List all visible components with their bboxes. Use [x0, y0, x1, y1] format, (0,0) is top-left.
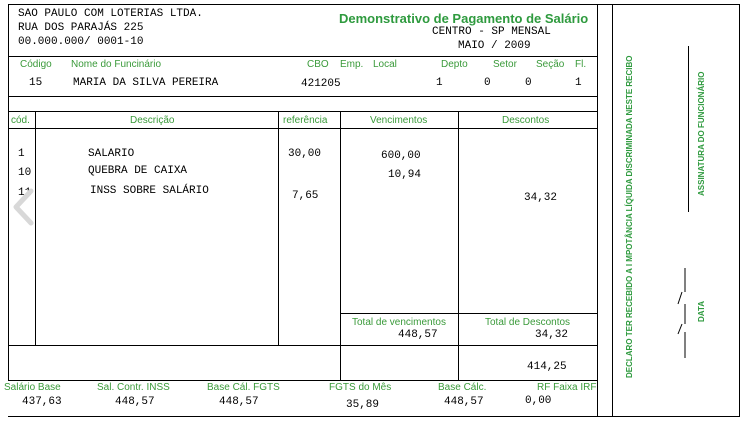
- label-fl: Fl.: [575, 59, 587, 70]
- employee-secao: 0: [525, 77, 532, 89]
- label-base-calc: Base Cálc.: [438, 382, 487, 393]
- signature-line: [688, 46, 689, 212]
- company-address: RUA DOS PARAJÁS 225: [18, 22, 144, 34]
- employee-codigo: 15: [29, 77, 43, 89]
- label-secao: Seção: [536, 59, 565, 70]
- divider-side: [612, 4, 613, 416]
- item-descricao: QUEBRA DE CAIXA: [88, 165, 188, 177]
- valor-liquido: 414,25: [527, 361, 567, 373]
- item-cod: 1: [18, 148, 25, 160]
- label-codigo: Código: [20, 59, 52, 70]
- header-referencia: referência: [283, 115, 328, 126]
- item-referencia: 7,65: [292, 190, 319, 202]
- label-base-calc-fgts: Base Cál. FGTS: [207, 382, 280, 393]
- header-cod: cód.: [11, 115, 30, 126]
- value-sal-contr-inss: 448,57: [115, 396, 155, 408]
- header-descontos: Descontos: [502, 115, 550, 126]
- signature-label: ASSINATURA DO FUNCIONÁRIO: [697, 71, 706, 196]
- col-line-venc: [458, 111, 459, 380]
- totals-top-line: [340, 313, 597, 314]
- label-fgts-mes: FGTS do Mês: [329, 382, 392, 393]
- footer-top-line: [8, 380, 597, 381]
- employee-setor: 0: [484, 77, 491, 89]
- date-field: [668, 262, 692, 362]
- value-base-calc: 448,57: [444, 396, 484, 408]
- label-local: Local: [373, 59, 397, 70]
- totals-bottom-line: [8, 345, 597, 346]
- employee-fl: 1: [575, 77, 582, 89]
- document-title: Demonstrativo de Pagamento de Salário: [339, 11, 589, 26]
- value-salario-base: 437,63: [22, 396, 62, 408]
- item-descricao: INSS SOBRE SALÁRIO: [90, 185, 209, 197]
- item-cod: 10: [18, 167, 32, 179]
- item-vencimento: 600,00: [381, 150, 421, 162]
- chevron-left-icon[interactable]: [12, 188, 34, 226]
- label-total-descontos: Total de Descontos: [485, 317, 571, 328]
- header-descricao: Descrição: [130, 115, 175, 126]
- table-header-line: [8, 128, 597, 129]
- label-total-vencimentos: Total de vencimentos: [352, 317, 446, 328]
- border-top: [8, 4, 740, 5]
- label-salario-base: Salário Base: [4, 382, 61, 393]
- employee-nome: MARIA DA SILVA PEREIRA: [73, 77, 219, 89]
- employee-cbo: 421205: [301, 78, 341, 90]
- item-referencia: 30,00: [288, 148, 322, 160]
- border-bottom: [8, 416, 740, 417]
- col-line-desc: [278, 111, 279, 345]
- label-nome: Nome do Funcinário: [71, 59, 162, 70]
- date-label: DATA: [697, 300, 706, 322]
- item-vencimento: 10,94: [388, 169, 422, 181]
- table-top-line: [8, 111, 597, 112]
- item-cod: 11: [18, 187, 32, 199]
- company-cnpj: 00.000.000/ 0001-10: [18, 36, 144, 48]
- label-sal-contr-inss: Sal. Contr. INSS: [97, 382, 170, 393]
- item-desconto: 34,32: [524, 192, 558, 204]
- declaration-text: DECLARO TER RECEBIDO A I MPOTÂNCIA LÍQUIDA DISCRIMINADA NESTE RECIBO: [625, 55, 634, 378]
- period: MAIO / 2009: [458, 40, 531, 52]
- border-right: [739, 4, 740, 416]
- label-depto: Depto: [441, 59, 468, 70]
- item-descricao: SALARIO: [88, 148, 135, 160]
- col-line-ref: [340, 111, 341, 380]
- location-type: CENTRO - SP MENSAL: [432, 26, 551, 38]
- col-line-cod: [35, 111, 36, 345]
- header-vencimentos: Vencimentos: [370, 115, 428, 126]
- header-divider: [8, 56, 597, 57]
- employee-divider: [8, 96, 597, 97]
- divider-main: [597, 4, 598, 416]
- company-name: SAO PAULO COM LOTERIAS LTDA.: [18, 8, 203, 20]
- total-vencimentos: 448,57: [398, 329, 438, 341]
- employee-depto: 1: [436, 77, 443, 89]
- value-base-calc-fgts: 448,57: [219, 396, 259, 408]
- total-descontos: 34,32: [535, 329, 569, 341]
- label-cbo: CBO: [307, 59, 329, 70]
- border-left: [8, 4, 9, 380]
- label-irrf-faixa: RF Faixa IRF: [537, 382, 597, 393]
- label-setor: Setor: [493, 59, 517, 70]
- value-irrf-faixa: 0,00: [525, 395, 552, 407]
- value-fgts-mes: 35,89: [346, 399, 380, 411]
- label-emp: Emp.: [340, 59, 364, 70]
